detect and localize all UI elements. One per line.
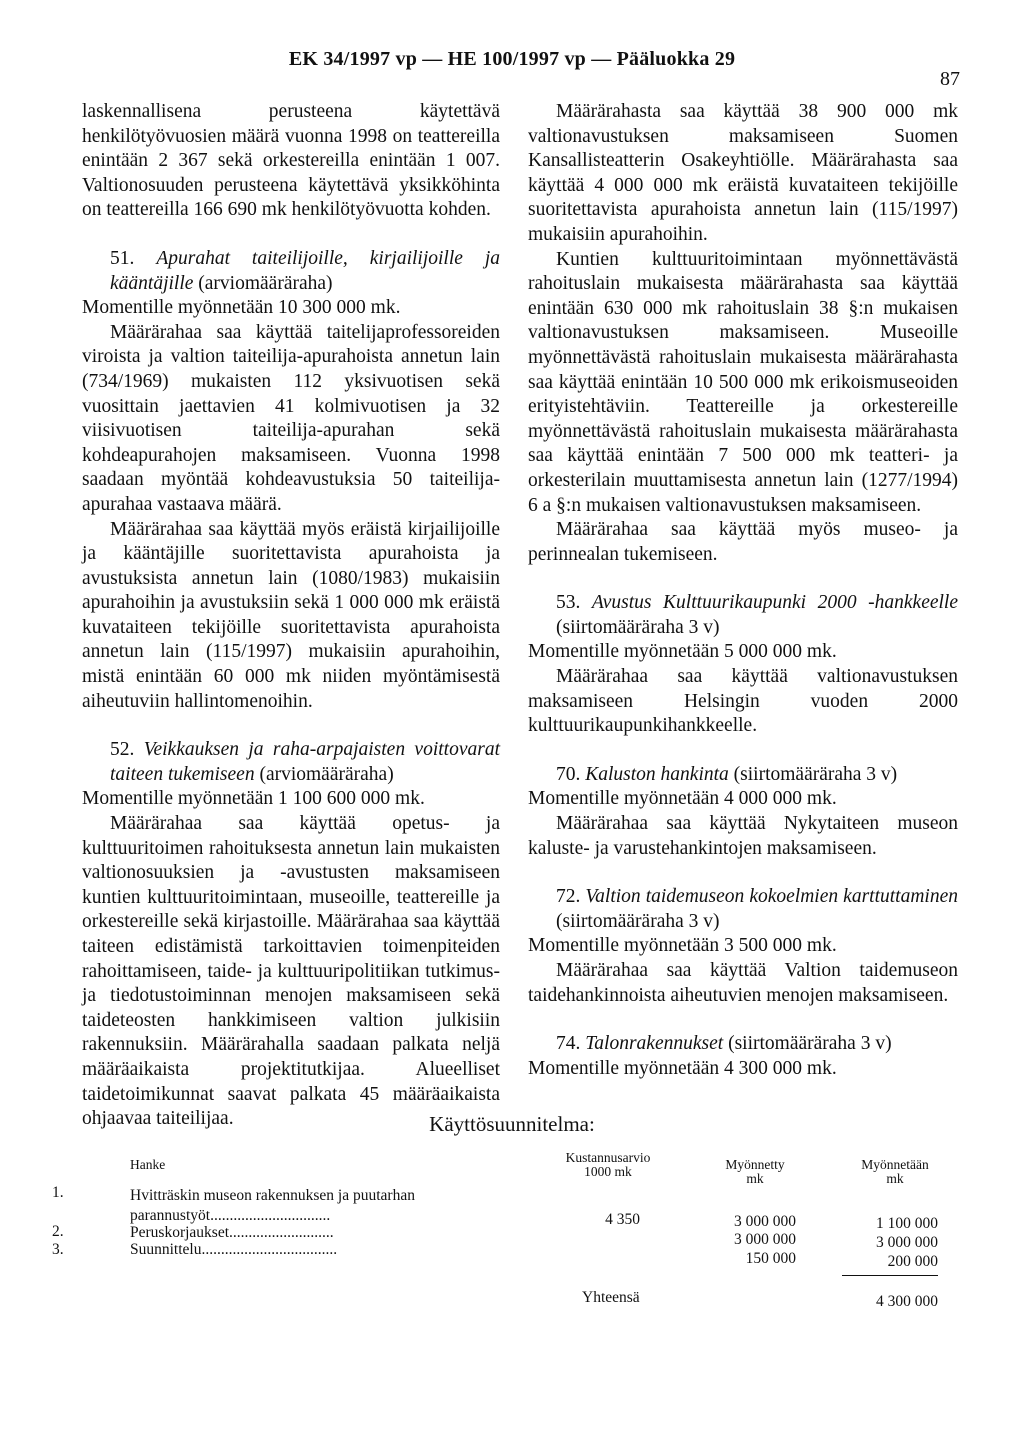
right-paragraph-1: Määrärahasta saa käyttää 38 900 000 mk valtionavustuksen maksamiseen Suomen Kansallisteatterin Osakeyhtiölle. Määrärahasta saa käyttää 4 000 000 mk eräistä kuvataiteen tekijöille suoritettavista apurahoista annetun lain (115/1997) mukaisiin apurahoihin. <box>528 101 958 245</box>
section-72-amount: Momentille myönnetään 3 500 000 mk. <box>528 935 837 957</box>
section-53-title: Avustus Kulttuurikaupunki 2000 -hankkeelle <box>591 592 958 614</box>
header-grant <box>840 1158 950 1186</box>
row-name: Hvitträskin museon rakennuksen ja puutarhan <box>130 1187 415 1204</box>
section-53-type: (siirtomääräraha 3 v) <box>556 616 720 638</box>
sum-rule <box>842 1275 938 1276</box>
section-52-title: Veikkauksen ja raha-arpajaisten voittovarat taiteen tukemiseen <box>110 739 500 785</box>
right-paragraph-2: Kuntien kulttuuritoimintaan myönnettävästä rahoituslain mukaisesta määrärahasta saa käyttää enintään 630 000 mk rahoituslain 38 §:n mukaisen valtionavustuksen maksamiseen. Museoille myönnettävästä rahoituslain mukaisesta määrärahasta saa käyttää enintään 10 500 000 mk erikoismuseoiden erityistehtäviin. Teattereille ja orkestereille myönnettävästä rahoituslain mukaisesta määrärahasta saa käyttää enintään 7 500 000 mk teatteri- ja orkesterilain muuttamisesta annetun lain (1277/1994) 6 a §:n mukaisen valtionavustuksen maksamiseen. <box>528 248 958 516</box>
section-72-heading <box>528 885 958 934</box>
section-74-amount: Momentille myönnetään 4 300 000 mk. <box>528 1057 837 1079</box>
section-72 <box>528 885 958 1008</box>
dot-leader: ............................... <box>210 1207 331 1224</box>
section-51-type: (arviomääräraha) <box>198 272 333 294</box>
section-53-amount: Momentille myönnetään 5 000 000 mk. <box>528 641 837 663</box>
row-name-line-2: parannustyöt <box>130 1207 211 1224</box>
row-name-text: Peruskorjaukset <box>130 1224 230 1241</box>
dot-leader: ................................... <box>201 1241 338 1258</box>
header-estimate <box>548 1151 668 1179</box>
plan-title <box>0 1112 1024 1137</box>
section-72-paragraph-1: Määrärahaa saa käyttää Valtion taidemuseon taidehankinnoista aiheutuvien menojen maksamiseen. <box>528 960 958 1006</box>
row-granted: 3 000 000 <box>734 1213 796 1230</box>
intro-paragraph: laskennallisena perusteena käytettävä henkilötyövuosien määrä vuonna 1998 on teattereilla enintään 2 367 sekä orkestereilla enintään 1 007. Valtionosuuden perusteena käytettävä yksikköhinta on teattereilla 166 690 mk henkilötyövuotta kohden. <box>82 101 500 221</box>
plan-title-text: Käyttösuunnitelma: <box>429 1112 595 1136</box>
page-number: 87 <box>940 68 960 90</box>
section-70-heading <box>528 763 958 788</box>
row-grant: 3 000 000 <box>876 1234 938 1251</box>
section-70-type: (siirtomääräraha 3 v) <box>733 763 898 785</box>
header-granted-line-1: Myönnetty <box>725 1157 785 1172</box>
row-number: 2. <box>52 1223 64 1240</box>
section-52-heading <box>82 738 500 787</box>
row-name <box>130 1240 337 1260</box>
section-70-paragraph-1: Määrärahaa saa käyttää Nykytaiteen museon kaluste- ja varustehankintojen maksamiseen. <box>528 813 958 859</box>
section-51 <box>82 247 500 714</box>
row-name-text: Suunnittelu <box>130 1241 202 1258</box>
right-column <box>528 100 958 1081</box>
header-project: Hanke <box>130 1157 166 1172</box>
section-51-title: Apurahat taiteilijoille, kirjailijoille ja kääntäjille <box>110 247 501 294</box>
row-granted: 3 000 000 <box>734 1231 796 1248</box>
section-51-heading <box>82 247 500 296</box>
section-74-type: (siirtomääräraha 3 v) <box>728 1033 892 1055</box>
header-granted-line-2: mk <box>746 1171 764 1186</box>
section-53-number: 53. <box>556 592 581 614</box>
section-52-paragraph-1: Määrärahaa saa käyttää opetus- ja kulttuuritoimen rahoituksesta annetun lain mukaisten valtionosuuksien ja -avustusten maksamiseen kuntien kulttuuritoimintaan, museoille, teattereille ja orkestereille sekä kirjastoille. Määrärahaa saa käyttää taiteen edistämistä tarkoittavien toimenpiteiden rahoittamiseen, taide- ja kulttuuripolitiikan tutkimus- ja tiedotustoiminnan menojen maksamiseen sekä taideteosten hankkimiseen valtion julkisiin rakennuksiin. Määrärahalla saadaan palkata neljä määräaikaista projektitutkijaa. Alueelliset taidetoimikunnat saavat palkata 45 määräaikaista ohjaavaa taiteilijaa. <box>82 813 500 1130</box>
header-grant-line-2: mk <box>886 1171 904 1186</box>
section-74-number: 74. <box>556 1033 581 1055</box>
section-72-type: (siirtomääräraha 3 v) <box>556 910 720 932</box>
row-estimate: 4 350 <box>605 1211 640 1228</box>
section-70-amount: Momentille myönnetään 4 000 000 mk. <box>528 788 837 810</box>
header-grant-line-1: Myönnetään <box>861 1157 929 1172</box>
left-column <box>82 100 500 1132</box>
section-70-number: 70. <box>556 763 581 785</box>
row-grant: 200 000 <box>887 1253 938 1270</box>
total-value: 4 300 000 <box>876 1293 938 1310</box>
right-paragraph-3: Määrärahaa saa käyttää myös museo- ja perinnealan tukemiseen. <box>528 519 958 565</box>
row-grant: 1 100 000 <box>876 1215 938 1232</box>
section-52-type: (arviomääräraha) <box>259 763 394 785</box>
header-estimate-line-2: 1000 mk <box>584 1164 632 1179</box>
row-granted: 150 000 <box>745 1250 796 1267</box>
section-52-number: 52. <box>110 739 135 761</box>
section-70 <box>528 763 958 861</box>
section-51-number: 51. <box>110 247 135 269</box>
dot-leader: ........................... <box>229 1224 334 1241</box>
header-granted <box>700 1158 810 1186</box>
row-number: 1. <box>52 1184 64 1201</box>
page-header <box>0 48 1024 88</box>
section-51-amount: Momentille myönnetään 10 300 000 mk. <box>82 297 401 319</box>
header-title: EK 34/1997 vp — HE 100/1997 vp — Pääluokka 29 <box>288 48 736 70</box>
total-label: Yhteensä <box>582 1289 640 1306</box>
section-72-title: Valtion taidemuseon kokoelmien karttuttaminen <box>585 886 958 908</box>
section-51-paragraph-1: Määrärahaa saa käyttää taitelijaprofessoreiden viroista ja valtion taiteilija-apurahoista annetun lain (734/1969) mukaisten 112 yksivuotisen sekä vuosittain jaettavien 41 kolmivuotisen ja 32 viisivuotisen taiteilija-apurahan sekä kohdeapurahojen maksamiseen. Vuonna 1998 saadaan myöntää kohdeavustuksia 50 taiteilija-apurahaa vastaava määrä. <box>82 321 500 515</box>
section-70-title: Kaluston hankinta <box>585 763 729 785</box>
section-53-paragraph-1: Määrärahaa saa käyttää valtionavustuksen maksamiseen Helsingin vuoden 2000 kulttuurikaupunkihankkeelle. <box>528 666 958 737</box>
section-53-heading <box>528 591 958 640</box>
section-51-paragraph-2: Määrärahaa saa käyttää myös eräistä kirjailijoille ja kääntäjille suoritettavista apurahoista ja avustuksista annetun lain (1080/1983) mukaisiin apurahoihin ja avustuksiin sekä 1 000 000 mk eräistä kuvataiteen tekijöille suoritettavista apurahoista annetun lain (115/1997) mukaisiin apurahoihin, mistä enintään 60 000 mk niiden myöntämisestä aiheutuviin hallintomenoihin. <box>82 518 500 712</box>
section-74 <box>528 1032 958 1081</box>
section-74-title: Talonrakennukset <box>585 1033 724 1055</box>
section-52-amount: Momentille myönnetään 1 100 600 000 mk. <box>82 788 425 810</box>
section-74-heading <box>528 1032 958 1057</box>
section-72-number: 72. <box>556 886 581 908</box>
section-52 <box>82 738 500 1132</box>
row-number: 3. <box>52 1241 64 1258</box>
section-53 <box>528 591 958 739</box>
header-estimate-line-1: Kustannusarvio <box>565 1150 651 1165</box>
